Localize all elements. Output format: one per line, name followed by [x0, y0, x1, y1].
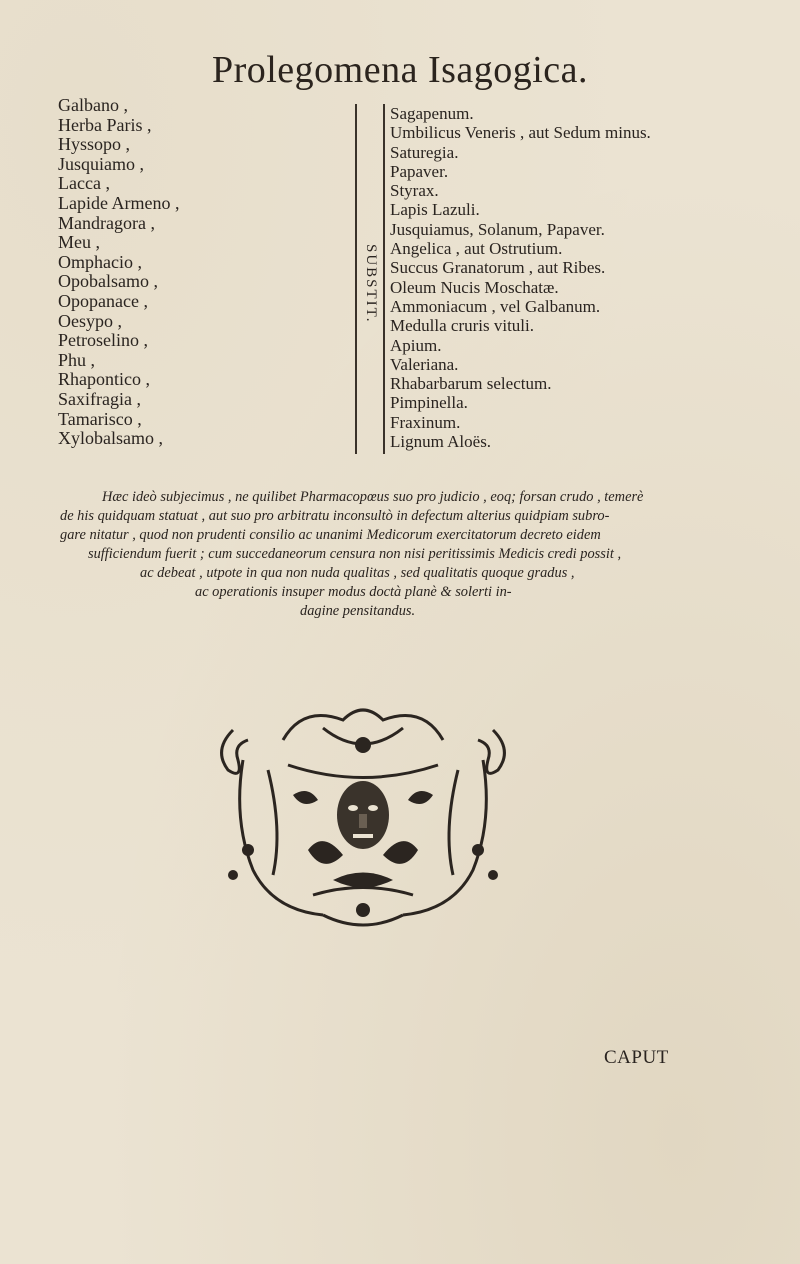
list-item: Tamarisco ,	[58, 408, 142, 429]
list-item: Meu ,	[58, 232, 100, 253]
list-item: Rhapontico ,	[58, 369, 150, 390]
list-item: Opobalsamo ,	[58, 271, 158, 292]
list-item: Angelica , aut Ostrutium.	[390, 239, 563, 259]
list-item: Apium.	[390, 335, 442, 355]
running-head-title: Prolegomena Isagogica.	[211, 49, 589, 91]
note-line: sufficiendum fuerit ; cum succedaneorum censura non nisi peritissimis Medicis credi possit ,	[88, 546, 622, 562]
italic-note	[60, 488, 710, 621]
list-item: Styrax.	[390, 181, 439, 201]
substitution-label: SUBSTIT.	[363, 244, 379, 324]
list-item: Pimpinella.	[390, 393, 468, 413]
catchword: CAPUT	[604, 1047, 669, 1068]
list-item: Herba Paris ,	[58, 114, 152, 135]
list-item: Mandragora ,	[58, 212, 155, 233]
list-item: Lacca ,	[58, 173, 110, 194]
ingredient-list	[58, 96, 278, 449]
bracket-rule-left	[355, 104, 357, 454]
list-item: Petroselino ,	[58, 330, 148, 351]
list-item: Rhabarbarum selectum.	[390, 374, 552, 394]
list-item: Oesypo ,	[58, 310, 122, 331]
list-item: Omphacio ,	[58, 251, 142, 272]
list-item: Saturegia.	[390, 142, 459, 162]
bracket-rule-right	[383, 104, 385, 454]
list-item: Jusquiamo ,	[58, 153, 145, 174]
note-line: ac operationis insuper modus doctà planè & solerti in-	[195, 584, 512, 600]
list-item: Medulla cruris vituli.	[390, 316, 535, 336]
note-line: gare nitatur , quod non prudenti consilio ac unanimi Medicorum exercitatorum decreto eidem	[60, 527, 601, 543]
note-line: dagine pensitandus.	[300, 603, 416, 619]
list-item: Ammoniacum , vel Galbanum.	[390, 296, 601, 316]
list-item: Succus Granatorum , aut Ribes.	[390, 258, 606, 278]
list-item: Lignum Aloës.	[390, 432, 492, 452]
list-item: Phu ,	[58, 349, 96, 370]
list-item: Oleum Nucis Moschatæ.	[390, 277, 559, 297]
list-item: Xylobalsamo ,	[58, 428, 163, 449]
list-item: Umbilicus Veneris , aut Sedum minus.	[390, 123, 651, 143]
list-item: Lapis Lazuli.	[390, 200, 480, 220]
note-line: ac debeat , utpote in qua non nuda qualitas , sed qualitatis quoque gradus ,	[140, 565, 575, 581]
list-item: Fraxinum.	[390, 412, 461, 432]
list-item: Sagapenum.	[390, 104, 474, 123]
list-item: Lapide Armeno ,	[58, 192, 180, 213]
list-item: Opopanace ,	[58, 290, 148, 311]
substitute-list	[390, 104, 690, 451]
list-item: Galbano ,	[58, 95, 128, 115]
list-item: Jusquiamus, Solanum, Papaver.	[390, 219, 605, 239]
list-item: Saxifragia ,	[58, 388, 141, 409]
note-line: de his quidquam statuat , aut suo pro arbitratu inconsultò in defectum alterius quidpiam subro-	[60, 508, 610, 524]
note-line: Hæc ideò subjecimus , ne quilibet Pharmacopœus suo pro judicio , eoq; forsan crudo , temerè	[102, 489, 644, 505]
list-item: Valeriana.	[390, 354, 459, 374]
list-item: Hyssopo ,	[58, 134, 131, 155]
woodcut-ornament	[213, 700, 513, 930]
list-item: Papaver.	[390, 161, 449, 181]
